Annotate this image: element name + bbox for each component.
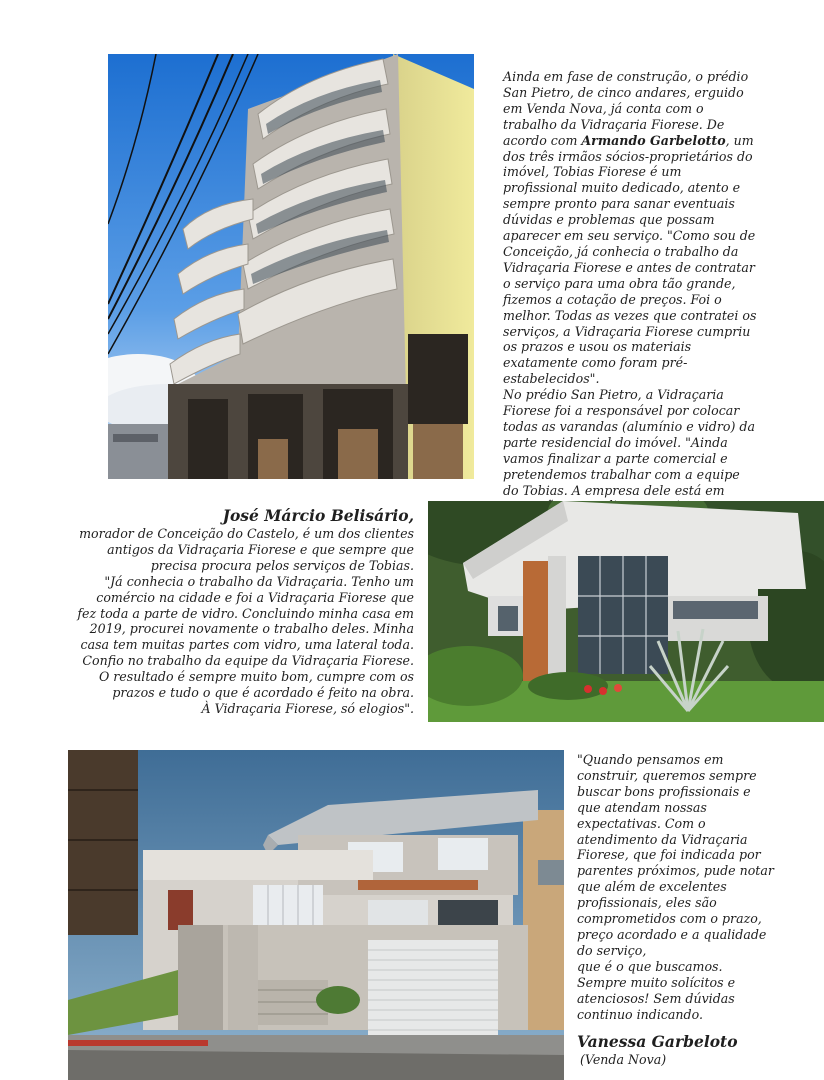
san-pietro-text-a: Ainda em fase de construção, o prédio San Pietro, de cinco andares, erguido em Venda Nova, já conta com o trabalho da Vidraçaria Fiorese. De acordo com [503, 69, 749, 148]
san-pietro-text-b: , um dos três irmãos sócios-proprietários do imóvel, Tobias Fiorese é um profissional muito dedicado, atento e sempre pronto para sanar eventuais dúvidas e problemas que possam aparecer em seu serviço. "Como sou de Conceição, já conhecia o trabalho da Vidraçaria Fiorese e antes de contratar o serviço para uma obra tão grande, fizemos a cotação de preços. Foi o melhor. Todas as vezes que contratei os serviços, a Vidraçaria Fiorese cumpriu os prazos e usou os materiais exatamente como foram pré-estabelecidos". [503, 132, 757, 387]
garbeloto-house-photo [68, 750, 564, 1080]
san-pietro-paragraph-1 [503, 69, 759, 387]
san-pietro-building-photo [108, 54, 474, 479]
san-pietro-article [503, 69, 759, 546]
jose-name: José Márcio Belisário, [222, 506, 414, 525]
jose-quote-2: O resultado é sempre muito bom, cumpre com os prazos e tudo o que é acordado é feito na obra. [98, 669, 414, 701]
residence-house-image [428, 501, 824, 722]
residence-house-photo [428, 501, 824, 722]
jose-quote-1: "Já conhecia o trabalho da Vidraçaria. Tenho um comércio na cidade e foi a Vidraçaria Fiorese que fez toda a parte de vidro. Concluindo minha casa em 2019, procurei novamente o trabalho deles. Minha casa tem muitas partes com vidro, uma lateral toda. Confio no trabalho da equipe da Vidraçaria Fiorese. [77, 573, 414, 669]
vanessa-quote-2: que é o que buscamos. [577, 958, 723, 974]
vanessa-quote-1: "Quando pensamos em construir, queremos sempre buscar bons profissionais e que atendam nossas expectativas. Com o atendimento da Vidraçaria Fiorese, que foi indicada por parentes próximos, pude notar que além de excelentes profissionais, eles são comprometidos com o prazo, preço acordado e a qualidade do serviço, [577, 752, 774, 958]
san-pietro-building-image [108, 54, 474, 479]
jose-quote-3: À Vidraçaria Fiorese, só elogios". [201, 700, 414, 716]
jose-intro: morador de Conceição do Castelo, é um dos clientes antigos da Vidraçaria Fiorese e que sempre que precisa procura pelos serviços de Tobias. [79, 526, 414, 573]
jose-testimonial [76, 506, 414, 717]
san-pietro-paragraph-2: No prédio San Pietro, a Vidraçaria Fiorese foi a responsável por colocar todas as varandas (alumínio e vidro) da parte residencial do imóvel. "Ainda vamos finalizar a parte comercial e pretendemos trabalhar com a equipe do Tobias. A empresa dele está em [503, 387, 755, 498]
vanessa-testimonial [577, 752, 777, 1068]
garbeloto-house-image [68, 750, 564, 1080]
armando-garbelotto-name: Armando Garbelotto [581, 132, 726, 148]
vanessa-quote-3: Sempre muito solícitos e atenciosos! Sem dúvidas continuo indicando. [577, 974, 736, 1022]
vanessa-location: (Venda Nova) [580, 1052, 667, 1068]
vanessa-name: Vanessa Garbeloto [577, 1032, 738, 1052]
